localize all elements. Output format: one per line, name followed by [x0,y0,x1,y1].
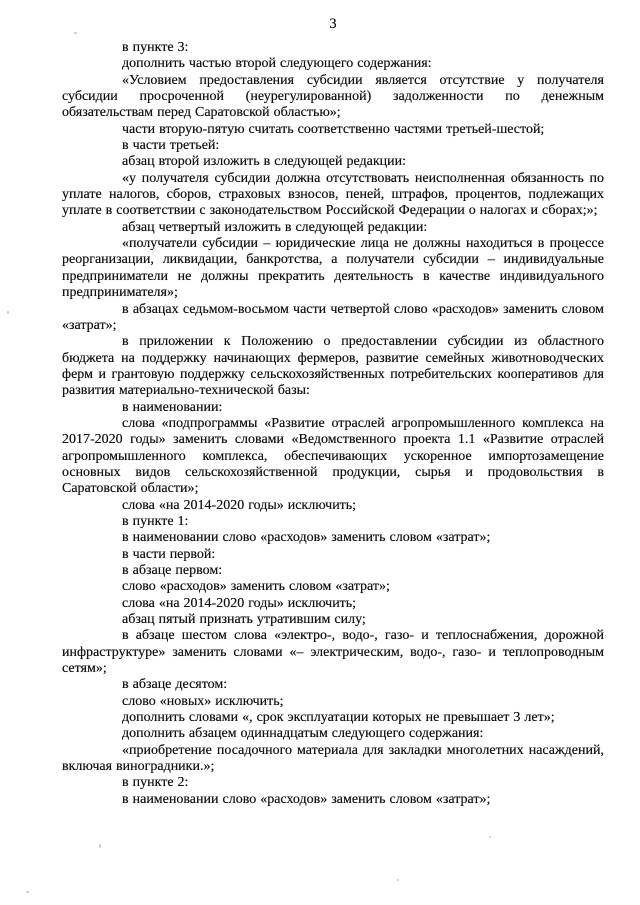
paragraph: части вторую-пятую считать соответственно частями третьей-шестой; [122,121,545,137]
paragraph: в пункте 2: [122,775,189,791]
paragraph: слово «новых» исключить; [122,693,284,709]
scan-artifact [489,836,491,838]
paragraph: в приложении к Положению о предоставлении субсидии из областного бюджета на поддержку начинающих фермеров, развитие семейных животноводческих ферм и грантовую поддержку сельскохозяйственных потребительских кооперативов для развития материально-технической базы: [62,334,604,399]
paragraph: слова «подпрограммы «Развитие отраслей агропромышленного комплекса на 2017-2020 годы» заменить словами «Ведомственного проекта 1.1 «Развитие отраслей агропромышленного комплекса, обеспечивающих ускоренное импортозамещение основных видов сельскохозяйственной продукции, сырья и продовольствия в Саратовской области»; [62,415,604,497]
paragraph: слово «расходов» заменить словом «затрат»; [122,579,390,595]
paragraph: «получатели субсидии – юридические лица не должны находиться в процессе реорганизации, ликвидации, банкротства, а получатели субсидии – индивидуальные предприниматели не должны прекратить деятельность в качестве индивидуального предпринимателя»; [62,236,604,301]
paragraph: в абзацах седьмом-восьмом части четвертой слово «расходов» заменить словом «затрат»; [62,301,604,333]
page-number: 3 [329,16,337,32]
paragraph: в части первой: [122,546,216,562]
scan-artifact [99,844,101,848]
paragraph: слова «на 2014-2020 годы» исключить; [122,595,357,611]
paragraph: абзац второй изложить в следующей редакции: [122,154,407,170]
document-body [62,40,604,808]
paragraph: в абзаце первом: [122,563,223,578]
paragraph: «у получателя субсидии должна отсутствовать неисполненная обязанность по уплате налогов, сборов, страховых взносов, пеней, штрафов, процентов, подлежащих уплате в соответствии с законодательством Российской Федерации о налогах и сборах;»; [62,170,604,219]
scan-artifact [397,879,399,881]
paragraph: «Условием предоставления субсидии является отсутствие у получателя субсидии просроченной (неурегулированной) задолженности по денежным обязательствам перед Саратовской областью»; [62,72,604,121]
scan-artifact [26,891,29,893]
paragraph: в абзаце десятом: [122,677,228,693]
scan-artifact [7,311,9,314]
paragraph: дополнить словами «, срок эксплуатации которых не превышает 3 лет»; [122,710,555,726]
paragraph: «приобретение посадочного материала для закладки многолетних насаждений, включая виноградники.»; [62,742,604,775]
paragraph: в абзаце шестом слова «электро-, водо-, газо- и теплоснабжения, дорожной инфраструктуре» заменить словами «– электрическим, водо-, газо- и теплопроводным сетям»; [62,628,604,677]
paragraph: в пункте 3: [122,40,189,55]
paragraph: абзац пятый признать утратившим силу; [122,612,366,628]
paragraph: в наименовании слово «расходов» заменить словом «затрат»; [122,791,491,807]
scan-artifact [74,32,77,34]
paragraph: абзац четвертый изложить в следующей редакции: [122,219,428,235]
paragraph: в наименовании: [122,399,223,415]
paragraph: дополнить абзацем одиннадцатым следующего содержания: [122,726,484,742]
paragraph: в пункте 1: [122,513,189,529]
paragraph: в наименовании слово «расходов» заменить словом «затрат»; [122,530,491,546]
paragraph: слова «на 2014-2020 годы» исключить; [122,497,357,513]
paragraph: в части третьей: [122,138,220,154]
paragraph: дополнить частью второй следующего содержания: [122,56,432,72]
